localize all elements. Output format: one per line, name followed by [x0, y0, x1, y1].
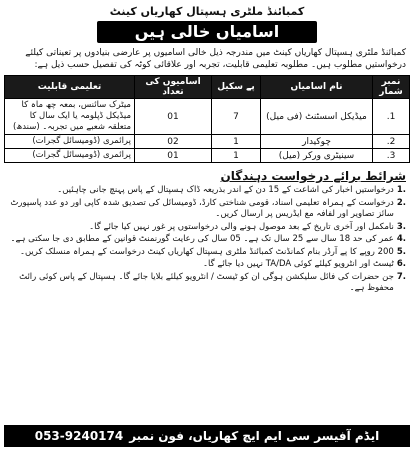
term-text: جن حضرات کی فائل سلیکشن ہوگی ان کو ٹیسٹ / انٹرویو کیلئے بلایا جائے گا۔ ہسپتال کے پاس کوئی رائٹ محفوظ ہے۔	[19, 271, 394, 293]
intro-paragraph: کمبائنڈ ملٹری ہسپتال کھاریاں کینٹ میں مندرجہ ذیل خالی اسامیوں پر عارضی بنیادوں پر تعیناتی کیلئے درخواستیں مطلوب ہیں۔ مطلوبہ تعلیمی قابلیت، تجربہ اور علاقائی کوٹہ کی تفصیل حسب ذیل ہے:	[25, 48, 406, 70]
table-row	[5, 135, 410, 149]
row-serial: 3.	[373, 149, 410, 163]
list-item	[8, 259, 406, 271]
term-number: 5.	[396, 246, 406, 257]
term-number: 1.	[396, 185, 406, 195]
row-scale: 1	[212, 135, 261, 149]
row-count: 01	[135, 149, 212, 163]
term-text: نامکمل اور آخری تاریخ کے بعد موصول ہونے والی درخواستوں پر غور نہیں کیا جائے گا۔	[89, 221, 394, 232]
list-item	[8, 185, 406, 197]
col-header-scale: پے سکیل	[212, 76, 261, 99]
term-number: 3.	[396, 221, 406, 232]
col-header-serial: نمبر شمار	[373, 76, 410, 99]
terms-title: شرائط برائے درخواست دہندگان	[220, 169, 406, 183]
row-post: سینیٹری ورکر (میل)	[261, 149, 373, 163]
row-serial: 1.	[373, 99, 410, 135]
list-item	[8, 247, 406, 259]
col-header-post: نام اسامیاں	[261, 76, 373, 99]
row-qualification: پرائمری (ڈومیسائل گجرات)	[5, 149, 135, 163]
term-text: 200 روپے کا پے آرڈر بنام کمانڈنٹ کمبائنڈ ملٹری ہسپتال کھاریاں کینٹ درخواست کے ہمراہ منسلک کریں۔	[19, 246, 394, 257]
terms-list	[4, 185, 410, 295]
row-scale: 1	[212, 149, 261, 163]
row-serial: 2.	[373, 135, 410, 149]
term-text: عمر کی حد 18 سال سے 25 سال تک ہے۔ 05 سال کی رعایت گورنمنٹ قوانین کے مطابق دی جا سکتی ہے۔	[10, 234, 394, 244]
phone-number: 053-9240174	[34, 429, 124, 443]
list-item	[8, 272, 406, 295]
headline-banner: اسامیاں خالی ہیں	[97, 21, 317, 43]
vacancies-table	[4, 75, 410, 163]
list-item	[8, 234, 406, 246]
table-row	[5, 99, 410, 135]
contact-footer	[4, 425, 410, 447]
term-text: درخواستیں اخبار کی اشاعت کے 15 دن کے اندر بذریعہ ڈاک ہسپتال کے پاس پہنچ جانی چاہئیں۔	[57, 185, 394, 195]
hospital-name: کمبائنڈ ملٹری ہسپتال کھاریاں کینٹ	[109, 5, 305, 18]
office-contact: ایڈم آفیسر سی ایم ایچ کھاریاں، فون نمبر	[129, 429, 380, 443]
term-number: 6.	[396, 259, 406, 269]
row-count: 02	[135, 135, 212, 149]
list-item	[8, 222, 406, 234]
col-header-qualification: تعلیمی قابلیت	[5, 76, 135, 99]
row-count: 01	[135, 99, 212, 135]
row-post: میڈیکل اسسٹنٹ (فی میل)	[261, 99, 373, 135]
term-text: درخواست کے ہمراہ تعلیمی اسناد، قومی شناختی کارڈ، ڈومیسائل کی تصدیق شدہ کاپی اور دو عدد پاسپورٹ سائز تصاویر اور لفافہ مع ایڈریس پر ارسال کریں۔	[10, 197, 394, 219]
row-scale: 7	[212, 99, 261, 135]
row-qualification: میٹرک سائنس، بمعہ چھ ماہ کا میڈیکل ڈپلومہ یا ایک سال کا متعلقہ شعبے میں تجربہ۔ (سندھ)	[5, 99, 135, 135]
table-row	[5, 149, 410, 163]
table-header-row	[5, 76, 410, 99]
term-text: ٹیسٹ اور انٹرویو کیلئے کوئی TA/DA نہیں دیا جائے گا۔	[203, 259, 394, 269]
list-item	[8, 198, 406, 221]
term-number: 7.	[396, 271, 406, 282]
term-number: 2.	[396, 197, 406, 208]
term-number: 4.	[396, 234, 406, 244]
row-qualification: پرائمری (ڈومیسائل گجرات)	[5, 135, 135, 149]
col-header-count: اسامیوں کی تعداد	[135, 76, 212, 99]
row-post: چوکیدار	[261, 135, 373, 149]
